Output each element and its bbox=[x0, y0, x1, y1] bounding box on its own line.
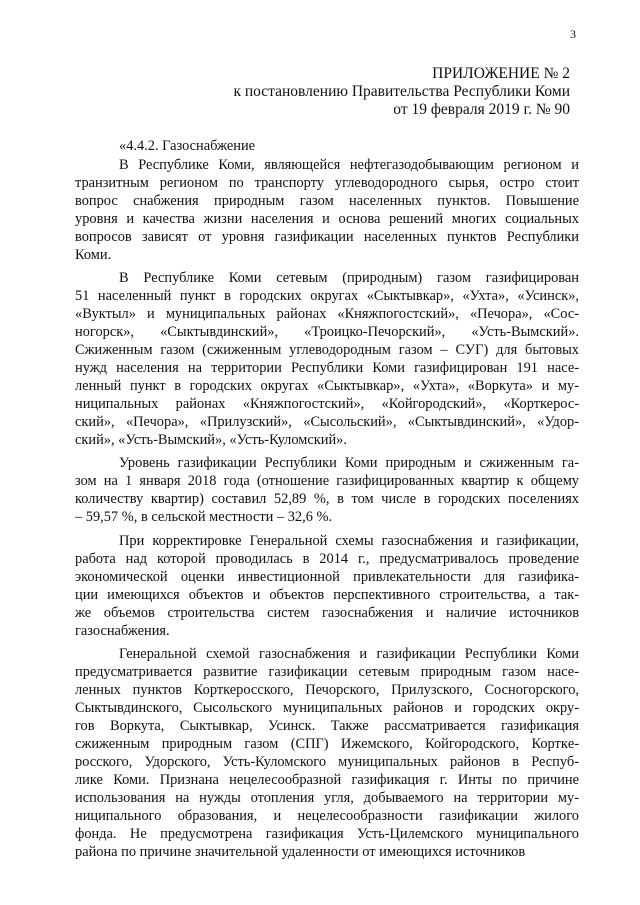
text-line: – 59,57 %, в сельской местности – 32,6 %. bbox=[75, 509, 333, 525]
text-line: Уровень газификации Республики Коми природным и сжиженным га- bbox=[119, 455, 579, 471]
text-line: района по причине значительной удаленности от имеющихся источников bbox=[75, 844, 526, 860]
text-line: Сыктывдинского, Сысольского муниципальных районов и городских окру- bbox=[75, 700, 579, 716]
text-line: В Республике Коми, являющейся нефтегазодобывающим регионом и bbox=[119, 157, 580, 173]
text-line: При корректировке Генеральной схемы газоснабжения и газификации, bbox=[119, 533, 579, 549]
text-line: ленных пунктов Корткеросского, Печорского, Прилузского, Сосногорского, bbox=[75, 682, 579, 698]
text-line: ский», «Усть-Вымский», «Усть-Куломский». bbox=[75, 432, 347, 448]
text-line: Коми. bbox=[75, 247, 112, 263]
appendix-date-line: от 19 февраля 2019 г. № 90 bbox=[393, 101, 570, 118]
text-line: сжиженным природным газом (СПГ) Ижемского, Койгородского, Корткe- bbox=[75, 736, 579, 752]
text-line: экономической оценки инвестиционной привлекательности для газифика- bbox=[75, 569, 579, 585]
text-line: ции имеющихся объектов и объектов перспективного строительства, а так- bbox=[75, 587, 579, 603]
text-line: использования на нужды отопления угля, добываемого на территории му- bbox=[75, 790, 579, 806]
text-line: работа над которой проводилась в 2014 г., предусматривалось проведение bbox=[75, 551, 579, 567]
text-line: вопрос снабжения природным газом населенных пунктов. Повышение bbox=[75, 193, 579, 209]
text-line: зом на 1 января 2018 года (отношение газифицированных квартир к общему bbox=[75, 473, 579, 489]
text-line: «Вуктыл» и муниципальных районах «Княжпогостский», «Печора», «Сос- bbox=[75, 306, 579, 322]
text-line: нужд населения на территории Республики Коми газифицирован 191 насе- bbox=[75, 360, 579, 376]
text-line: ногорск», «Сыктывдинский», «Троицко-Печорский», «Усть-Вымский». bbox=[75, 324, 579, 340]
text-line: Сжиженным газом (сжиженным углеводородным газом – СУГ) для бытовых bbox=[75, 342, 579, 358]
text-line: ниципального образования, и нецелесообразности газификации жилого bbox=[75, 808, 579, 824]
text-line: лике Коми. Признана нецелесообразной газификация г. Инты по причине bbox=[75, 772, 579, 788]
text-line: количеству квартир) составил 52,89 %, в том числе в городских поселениях bbox=[75, 491, 580, 507]
appendix-resolution-line: к постановлению Правительства Республики Коми bbox=[233, 83, 570, 100]
page-number: 3 bbox=[570, 27, 576, 41]
text-line: вопросов зависят от уровня газификации населенных пунктов Республики bbox=[75, 229, 579, 245]
text-line: транзитным регионом по транспорту углеводородного сырья, остро стоит bbox=[75, 175, 579, 191]
text-line: фонда. Не предусмотрена газификация Усть-Цилемского муниципального bbox=[75, 826, 579, 842]
text-line: ниципальных районах «Княжпогостский», «Койгородский», «Корткерос- bbox=[75, 396, 579, 412]
text-line: же объемов строительства систем газоснабжения и наличие источников bbox=[75, 605, 579, 621]
text-line: 51 населенный пункт в городских округах «Сыктывкар», «Ухта», «Усинск», bbox=[75, 288, 579, 304]
text-line: газоснабжения. bbox=[75, 623, 170, 639]
text-line: уровня и качества жизни населения и основа решений многих социальных bbox=[75, 211, 579, 227]
text-line: предусматривается развитие газификации сетевым природным газом насе- bbox=[75, 664, 579, 680]
text-line: В Республике Коми сетевым (природным) газом газифицирован bbox=[119, 270, 579, 286]
text-line: ский», «Печора», «Прилузский», «Сысольский», «Сыктывдинский», «Удор- bbox=[75, 414, 579, 430]
text-line: росского, Удорского, Усть-Куломского муниципальных районов в Респуб- bbox=[75, 754, 579, 770]
text-line: гов Воркута, Сыктывкар, Усинск. Также рассматривается газификация bbox=[75, 718, 580, 734]
appendix-title: ПРИЛОЖЕНИЕ № 2 bbox=[432, 65, 570, 82]
text-line: ленный пункт в городских округах «Сыктывкар», «Ухта», «Воркута» и му- bbox=[75, 378, 579, 394]
text-line: Генеральной схемой газоснабжения и газификации Республики Коми bbox=[119, 646, 579, 662]
section-title: «4.4.2. Газоснабжение bbox=[119, 138, 256, 154]
